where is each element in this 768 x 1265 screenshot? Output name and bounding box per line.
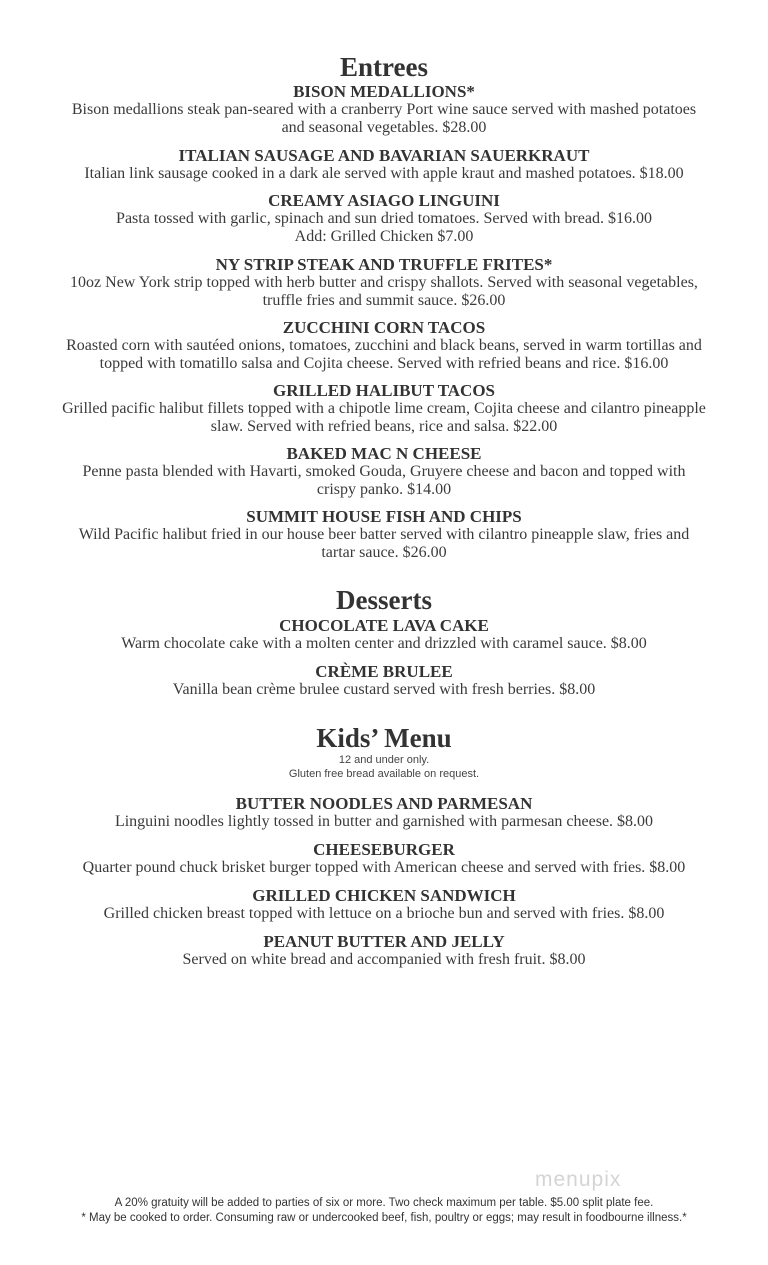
description-line: Warm chocolate cake with a molten center and drizzled with caramel sauce. $8.00: [121, 635, 647, 652]
footer-gratuity: A 20% gratuity will be added to parties of six or more. Two check maximum per table. $5.00 split plate fee.: [114, 1197, 654, 1209]
menu-item-name: CREAMY ASIAGO LINGUINI: [268, 191, 500, 210]
section-title-kids-menu: Kids’ Menu: [316, 723, 452, 753]
description-line: Penne pasta blended with Havarti, smoked Gouda, Gruyere cheese and bacon and topped with: [82, 463, 686, 480]
description-line: Wild Pacific halibut fried in our house beer batter served with cilantro pineapple slaw, fries and: [78, 526, 690, 543]
description-line: topped with tomatillo salsa and Cojita cheese. Served with refried beans and rice. $16.00: [99, 355, 669, 372]
menu-item-name: ITALIAN SAUSAGE AND BAVARIAN SAUERKRAUT: [178, 146, 590, 165]
footer-disclaimer: * May be cooked to order. Consuming raw or undercooked beef, fish, poultry or eggs; may result in foodbourne illness.*: [81, 1212, 687, 1224]
menu-item-description: [0, 813, 768, 831]
menu-item-description: [0, 526, 768, 562]
kids-note-age: 12 and under only.: [338, 754, 430, 766]
description-line: Bison medallions steak pan-seared with a cranberry Port wine sauce served with mashed potatoes: [71, 101, 697, 118]
description-line: Linguini noodles lightly tossed in butter and garnished with parmesan cheese. $8.00: [114, 813, 654, 830]
section-title-entrees: Entrees: [340, 52, 428, 82]
description-line: Grilled chicken breast topped with lettuce on a brioche bun and served with fries. $8.00: [103, 905, 665, 922]
description-line: crispy panko. $14.00: [316, 481, 452, 498]
menu-item-description: [0, 400, 768, 436]
menu-item-name: BUTTER NOODLES AND PARMESAN: [235, 794, 533, 813]
menu-item-description: [0, 337, 768, 373]
description-line: Served on white bread and accompanied with fresh fruit. $8.00: [182, 951, 586, 968]
menu-item-name: SUMMIT HOUSE FISH AND CHIPS: [246, 507, 522, 526]
menu-item-name: BISON MEDALLIONS*: [293, 82, 475, 101]
description-line: 10oz New York strip topped with herb butter and crispy shallots. Served with seasonal vegetables,: [70, 274, 698, 291]
menu-item-description: [0, 681, 768, 699]
menu-item-name: NY STRIP STEAK AND TRUFFLE FRITES*: [215, 255, 553, 274]
description-line: Pasta tossed with garlic, spinach and sun dried tomatoes. Served with bread. $16.00: [116, 210, 652, 227]
description-line: Vanilla bean crème brulee custard served with fresh berries. $8.00: [172, 681, 596, 698]
description-line: tartar sauce. $26.00: [321, 544, 447, 561]
menu-item-name: CHEESEBURGER: [313, 840, 455, 859]
menu-item-description: [0, 635, 768, 653]
description-line: Roasted corn with sautéed onions, tomatoes, zucchini and black beans, served in warm tortillas and: [66, 337, 702, 354]
menu-item-name: PEANUT BUTTER AND JELLY: [263, 932, 505, 951]
kids-note-gluten: Gluten free bread available on request.: [288, 768, 480, 780]
description-line: and seasonal vegetables. $28.00: [281, 119, 487, 136]
menu-item-description: [0, 463, 768, 499]
menu-item-name: GRILLED CHICKEN SANDWICH: [252, 886, 516, 905]
description-line: Italian link sausage cooked in a dark ale served with apple kraut and mashed potatoes. $18.00: [84, 165, 684, 182]
section-title-desserts: Desserts: [336, 585, 432, 615]
menu-item-name: CHOCOLATE LAVA CAKE: [279, 616, 489, 635]
menu-item-description: [0, 101, 768, 137]
description-line: Quarter pound chuck brisket burger topped with American cheese and served with fries. $8.00: [82, 859, 686, 876]
description-line: Add: Grilled Chicken $7.00: [294, 228, 474, 245]
watermark-logo: menupix: [535, 1168, 622, 1191]
menu-item-name: CRÈME BRULEE: [315, 662, 453, 681]
menu-item-description: [0, 210, 768, 246]
menu-item-description: [0, 165, 768, 183]
menu-item-description: [0, 905, 768, 923]
description-line: Grilled pacific halibut fillets topped with a chipotle lime cream, Cojita cheese and cilantro pineapple: [62, 400, 706, 417]
menu-item-description: [0, 859, 768, 877]
menu-item-description: [0, 951, 768, 969]
menu-item-name: BAKED MAC N CHEESE: [286, 444, 482, 463]
description-line: truffle fries and summit sauce. $26.00: [262, 292, 506, 309]
menu-item-description: [0, 274, 768, 310]
menu-item-name: GRILLED HALIBUT TACOS: [272, 381, 495, 400]
description-line: slaw. Served with refried beans, rice and salsa. $22.00: [210, 418, 558, 435]
menu-item-name: ZUCCHINI CORN TACOS: [282, 318, 486, 337]
